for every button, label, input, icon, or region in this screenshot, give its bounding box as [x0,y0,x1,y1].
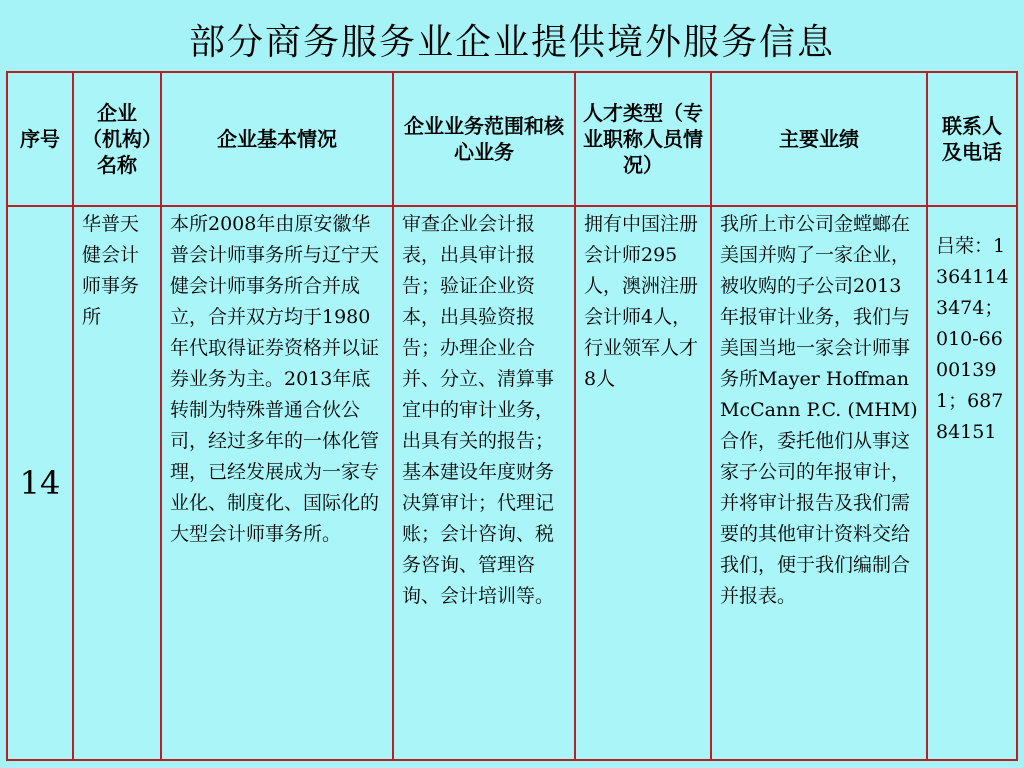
header-talent-label: 人才类型（专业职称人员情况） [583,101,703,177]
row-basic: 本所2008年由原安徽华普会计师事务所与辽宁天健会计师事务所合并成立，合并双方均于1980年代取得证券资格并以证券业务为主。2013年底转制为特殊普通合伙公司，经过多年的一体化管理，已经发展成为一家专业化、制度化、国际化的大型会计师事务所。 [170,213,380,545]
header-scope-label: 企业业务范围和核心业务 [404,114,564,164]
row-talent: 拥有中国注册会计师295人，澳洲注册会计师4人，行业领军人才8人 [584,213,699,390]
header-contact-label: 联系人及电话 [942,114,1002,164]
header-talent [575,72,711,206]
row-scope-cell [393,206,575,760]
header-basic [161,72,393,206]
row-talent-cell [575,206,711,760]
header-name [73,72,161,206]
header-seq-label: 序号 [20,127,60,151]
header-row [7,72,1017,206]
row-basic-cell [161,206,393,760]
row-achievements: 我所上市公司金螳螂在美国并购了一家企业，被收购的子公司2013年报审计业务，我们与美国当地一家会计师事务所Mayer Hoffman McCann P.C. (MHM)合作，委托他们从事这家子公司的年报审计，并将审计报告及我们需要的其他审计资料交给我们，便于我们编制合并报表。 [720,213,918,607]
table-row [7,206,1017,760]
row-achievements-cell [711,206,927,760]
header-achievements-label: 主要业绩 [779,127,859,151]
info-table [6,71,1018,761]
row-seq: 14 [7,206,73,760]
row-name: 华普天健会计师事务所 [82,213,140,328]
row-name-cell [73,206,161,760]
header-contact [927,72,1017,206]
row-contact: 吕荣：13641143474；010-66001391；68784151 [936,235,1009,443]
header-seq [7,72,73,206]
header-name-label: 企业（机构）名称 [82,101,152,177]
header-scope [393,72,575,206]
row-contact-cell [927,206,1017,760]
page-title: 部分商务服务业企业提供境外服务信息 [188,22,835,63]
row-scope: 审查企业会计报表，出具审计报告；验证企业资本，出具验资报告；办理企业合并、分立、清算事宜中的审计业务，出具有关的报告；基本建设年度财务决算审计；代理记账；会计咨询、税务咨询、管理咨询、会计培训等。 [402,213,555,607]
header-achievements [711,72,927,206]
header-basic-label: 企业基本情况 [217,127,337,151]
